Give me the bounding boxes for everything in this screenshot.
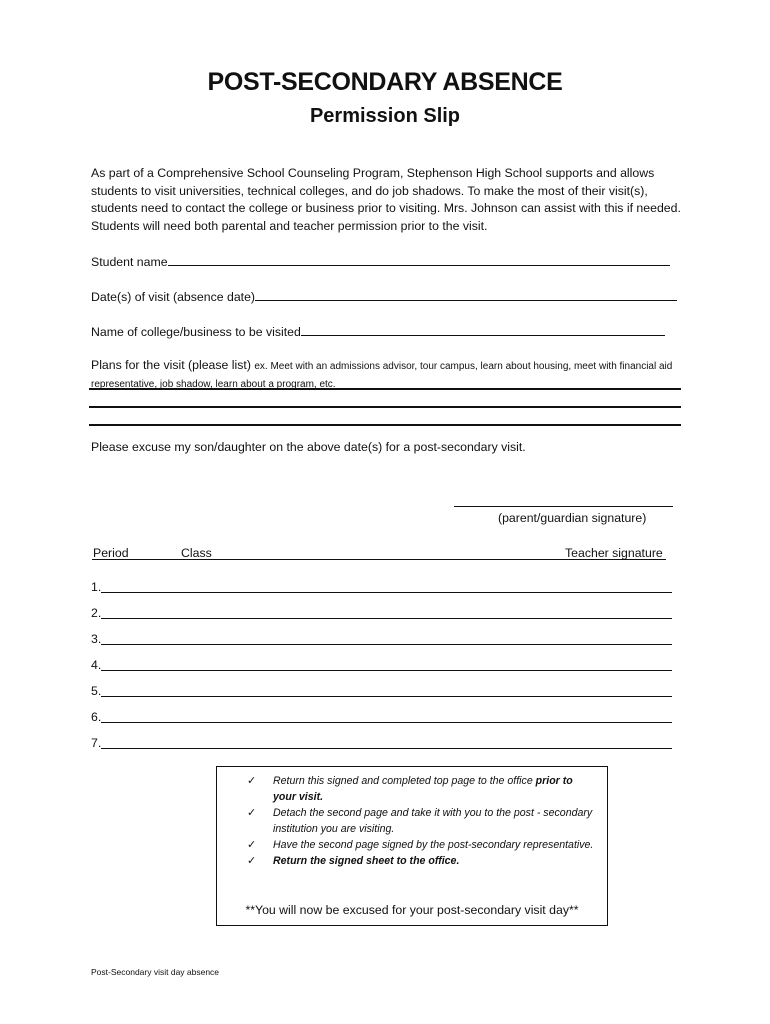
period-number: 4.: [91, 658, 102, 672]
period-number: 1.: [91, 580, 102, 594]
college-blank[interactable]: [301, 323, 665, 336]
period-row[interactable]: [91, 606, 101, 620]
visit-dates-blank[interactable]: [255, 288, 677, 301]
period-blank[interactable]: [101, 696, 672, 697]
excuse-statement: Please excuse my son/daughter on the above date(s) for a post-secondary visit.: [91, 440, 526, 454]
period-number: 2.: [91, 606, 102, 620]
period-row[interactable]: [91, 658, 101, 672]
instruction-item: [247, 773, 597, 805]
instruction-text: Detach the second page and take it with you to the post - secondary institution you are visiting.: [273, 807, 593, 835]
period-blank[interactable]: [101, 748, 672, 749]
excused-note: **You will now be excused for your post-secondary visit day**: [245, 903, 579, 917]
plans-line-3[interactable]: [89, 424, 681, 426]
checkmark-icon: ✓: [247, 839, 257, 851]
period-number: 3.: [91, 632, 102, 646]
period-header: Period: [93, 546, 129, 560]
plans-line-1[interactable]: [89, 388, 681, 390]
student-name-field[interactable]: [91, 253, 670, 269]
visit-dates-field[interactable]: [91, 288, 677, 304]
instructions-box: [216, 766, 608, 926]
period-blank[interactable]: [101, 618, 672, 619]
period-blank[interactable]: [101, 722, 672, 723]
instruction-item: [247, 837, 597, 853]
footer-text: Post-Secondary visit day absence: [91, 967, 220, 977]
period-number: 7.: [91, 736, 102, 750]
parent-signature-line[interactable]: [454, 506, 673, 507]
plans-line-2[interactable]: [89, 406, 681, 408]
student-name-blank[interactable]: [168, 253, 670, 266]
college-field[interactable]: [91, 323, 665, 339]
checkmark-icon: ✓: [247, 807, 257, 819]
period-blank[interactable]: [101, 670, 672, 671]
teacher-signature-header: Teacher signature: [565, 546, 663, 560]
plans-example: ex. Meet with an admissions advisor, tour campus, learn about housing, meet with financial aid representative, job shadow, learn about a program, etc.: [91, 361, 673, 390]
instruction-text: Return this signed and completed top page to the office: [273, 775, 536, 787]
period-row[interactable]: [91, 632, 101, 646]
instruction-text: Return the signed sheet to the office.: [273, 855, 460, 867]
period-row[interactable]: [91, 580, 101, 594]
student-name-label: Student name: [91, 255, 168, 269]
period-row[interactable]: [91, 710, 101, 724]
checkmark-icon: ✓: [247, 855, 257, 867]
intro-paragraph: As part of a Comprehensive School Counseling Program, Stephenson High School supports and allows students to visit universities, technical colleges, and do job shadows. To make the most of their visit(s), students need to contact the college or business prior to visiting. Mrs. Johnson can assist with this if needed. Students will need both parental and teacher permission prior to the visit.: [91, 166, 681, 233]
page-title: POST-SECONDARY ABSENCE: [207, 68, 563, 96]
instruction-item: [247, 853, 597, 869]
period-number: 5.: [91, 684, 102, 698]
page-subtitle: Permission Slip: [309, 105, 461, 127]
instruction-item: [247, 805, 597, 837]
checkmark-icon: ✓: [247, 775, 257, 787]
class-header: Class: [181, 546, 212, 560]
period-blank[interactable]: [101, 644, 672, 645]
instruction-emphasis: prior to your visit.: [273, 775, 573, 803]
period-row[interactable]: [91, 736, 101, 750]
period-row[interactable]: [91, 684, 101, 698]
parent-signature-label: (parent/guardian signature): [498, 511, 647, 525]
college-label: Name of college/business to be visited: [91, 325, 301, 339]
plans-label: Plans for the visit (please list): [91, 358, 251, 372]
period-blank[interactable]: [101, 592, 672, 593]
instructions-list: [247, 773, 597, 869]
header-underline: [92, 559, 666, 560]
instruction-text: Have the second page signed by the post-secondary representative.: [273, 839, 594, 851]
period-number: 6.: [91, 710, 102, 724]
visit-dates-label: Date(s) of visit (absence date): [91, 290, 256, 304]
